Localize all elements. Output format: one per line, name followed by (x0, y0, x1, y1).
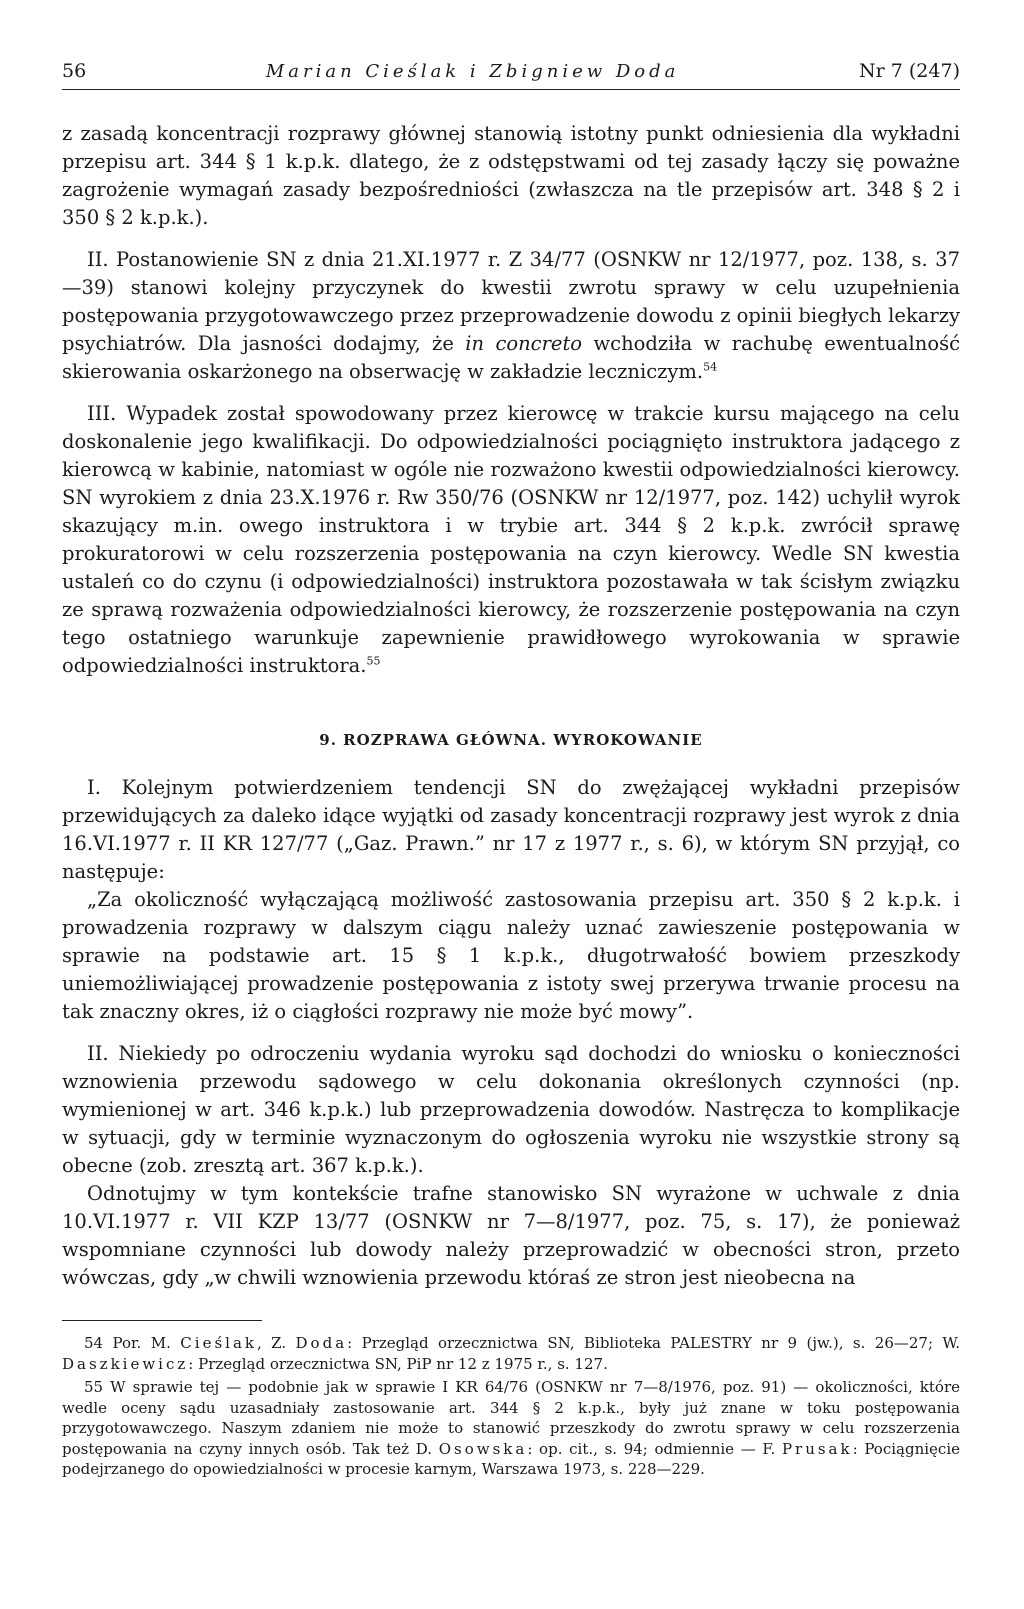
paragraph-text: Odnotujmy w tym kontekście trafne stanowisko SN wyrażone w uchwale z dnia 10.VI.1977 r. VII KZP 13/77 (OSNKW nr 7—8/1977, poz. 75, s. 17), że ponieważ wspomniane czynności lub dowody należy przeprowadzić w obecności stron, przeto wówczas, gdy „w chwili wznowienia przewodu któraś ze stron jest nieobecna na (62, 1182, 960, 1289)
footnote-author: Cieślak (180, 1334, 257, 1352)
paragraph-text: wchodziła w rachubę ewentualność skierowania oskarżonego na obserwację w zakładzie leczniczym. (62, 332, 961, 383)
footnote-author: Doda (295, 1334, 348, 1352)
footnote-ref-55[interactable]: 55 (366, 654, 381, 668)
footnote-ref-54[interactable]: 54 (703, 360, 718, 374)
section-paragraph-i (62, 774, 960, 886)
page-number: 56 (62, 60, 87, 82)
paragraph-continuation (62, 120, 960, 232)
footnote-54 (62, 1333, 960, 1374)
footnote-text: : Przegląd orzecznictwa SN, Biblioteka PALESTRY nr 9 (jw.), s. 26—27; W. (347, 1334, 960, 1352)
paragraph-text: „Za okoliczność wyłączającą możliwość zastosowania przepisu art. 350 § 2 k.p.k. i prowadzenia rozprawy w dalszym ciągu należy uznać zawieszenie postępowania w sprawie na podstawie art. 15 § 1 k.p.k., długotrwałość bowiem przeszkody uniemożliwiającej prowadzenie postępowania z istoty swej przerywa trwanie procesu na tak znaczny okres, iż o ciągłości rozprawy nie może być mowy”. (62, 888, 960, 1023)
paragraph-iii (62, 400, 960, 680)
paragraph-text: I. Kolejnym potwierdzeniem tendencji SN do zwężającej wykładni przepisów przewidujących za daleko idące wyjątki od zasady koncentracji rozprawy jest wyrok z dnia 16.VI.1977 r. II KR 127/77 („Gaz. Prawn.” nr 17 z 1977 r., s. 6), w którym SN przyjął, co następuje: (62, 776, 960, 883)
quoted-ruling (62, 886, 960, 1026)
paragraph-text: II. Niekiedy po odroczeniu wydania wyroku sąd dochodzi do wniosku o konieczności wznowienia przewodu sądowego w celu dokonania określonych czynności (np. wymienionej w art. 346 k.p.k.) lub przeprowadzenia dowodów. Nastręcza to komplikacje w sytuacji, gdy w terminie wyznaczonym do ogłoszenia wyroku nie wszystkie strony są obecne (zob. zresztą art. 367 k.p.k.). (62, 1042, 960, 1177)
footnote-number: 55 (84, 1378, 104, 1396)
footnote-author: Daszkiewicz (62, 1354, 189, 1373)
footnote-author: Osowska (438, 1439, 528, 1458)
footnote-text: W sprawie tej — podobnie jak w sprawie I KR 64/76 (OSNKW nr 7—8/1976, poz. 91) — okoliczności, które wedle oceny sądu uzasadniały zastosowanie art. 344 § 2 k.p.k., były już znane w toku postępowania przygotowawczego. Naszym zdaniem nie może to stanowić przeszkody do zwrotu sprawy w celu rozszerzenia postępowania na czyny innych osób. Tak też D. (62, 1378, 960, 1458)
paragraph-text: III. Wypadek został spowodowany przez kierowcę w trakcie kursu mającego na celu doskonalenie jego kwalifikacji. Do odpowiedzialności pociągnięto instruktora jadącego z kierowcą w kabinie, natomiast w ogóle nie rozważono kwestii odpowiedzialności kierowcy. SN wyrokiem z dnia 23.X.1976 r. Rw 350/76 (OSNKW nr 12/1977, poz. 142) uchylił wyrok skazujący m.in. owego instruktora i w trybie art. 344 § 2 k.p.k. zwrócił sprawę prokuratorowi w celu rozszerzenia postępowania na czyn kierowcy. Wedle SN kwestia ustaleń co do czynu (i odpowiedzialności) instruktora pozostawała w tak ścisłym związku ze sprawą rozważenia odpowiedzialności kierowcy, że rozszerzenie postępowania na czyn tego ostatniego warunkuje zapewnienie prawidłowego wyrokowania w sprawie odpowiedzialności instruktora. (62, 402, 960, 677)
section-paragraph-ii (62, 1040, 960, 1180)
section-heading: 9. ROZPRAWA GŁÓWNA. WYROKOWANIE (319, 731, 703, 749)
footnote-divider (62, 1320, 262, 1321)
running-header (62, 60, 960, 90)
latin-phrase: in concreto (465, 332, 583, 355)
footnote-text: , Z. (256, 1334, 287, 1352)
journal-page (62, 60, 960, 1483)
footnote-55 (62, 1377, 960, 1480)
paragraph-text: II. Postanowienie SN z dnia 21.XI.1977 r. Z 34/77 (OSNKW nr 12/1977, poz. 138, s. 37—39) stanowi kolejny przyczynek do kwestii zwrotu sprawy w celu uzupełnienia postępowania przygotowawczego przez przeprowadzenie dowodu z opinii biegłych lekarzy psychiatrów. Dla jasności dodajmy, że (62, 248, 960, 355)
article-body (62, 120, 960, 1292)
footnote-text: Por. M. (112, 1334, 171, 1352)
paragraph-ii (62, 246, 960, 386)
footnote-number: 54 (84, 1334, 104, 1352)
footnote-text: : Pociągnięcie podejrzanego do opowiedzialności w procesie karnym, Warszawa 1973, s. 228—229. (62, 1439, 960, 1478)
footnote-text: : op. cit., s. 94; odmiennie — F. (527, 1439, 776, 1458)
running-header-authors: Marian Cieślak i Zbigniew Doda (265, 61, 680, 82)
footnotes (62, 1320, 960, 1480)
footnote-author: Prusak (781, 1439, 853, 1458)
paragraph-text: z zasadą koncentracji rozprawy głównej stanowią istotny punkt odniesienia dla wykładni przepisu art. 344 § 1 k.p.k. dlatego, że z odstępstwami od tej zasady łączy się poważne zagrożenie wymagań zasady bezpośredniości (zwłaszcza na tle przepisów art. 348 § 2 i 350 § 2 k.p.k.). (62, 122, 960, 229)
footnote-text: : Przegląd orzecznictwa SN, PiP nr 12 z 1975 r., s. 127. (188, 1354, 608, 1373)
section-paragraph-context (62, 1180, 960, 1292)
issue-number: Nr 7 (247) (859, 60, 960, 82)
